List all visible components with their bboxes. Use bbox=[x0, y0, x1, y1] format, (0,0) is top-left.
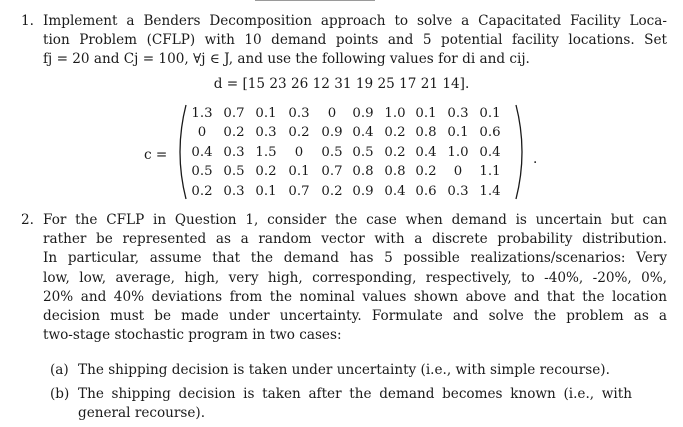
matrix-cell: 0.3 bbox=[255, 125, 277, 141]
matrix-cell: 0.7 bbox=[321, 164, 343, 180]
sub-question-a bbox=[52, 361, 632, 380]
matrix-cell: 0.6 bbox=[415, 183, 437, 199]
sub-question-a-text: The shipping decision is taken under uncertainty (i.e., with simple recourse). bbox=[78, 362, 610, 378]
matrix-cell: 0.7 bbox=[223, 106, 245, 121]
matrix-cell: 0.8 bbox=[415, 125, 437, 141]
matrix-cell: 0.5 bbox=[352, 144, 374, 160]
matrix-cell: 0.1 bbox=[255, 183, 277, 199]
question-2-line-5: 20% and 40% deviations from the nominal values shown above and that the location bbox=[43, 288, 667, 305]
matrix-cell: 0.2 bbox=[415, 164, 437, 180]
matrix-cells bbox=[188, 105, 506, 201]
matrix-cell: 0 bbox=[327, 106, 337, 121]
matrix-cell: 0.1 bbox=[479, 106, 501, 121]
matrix-cell: 0.5 bbox=[223, 164, 245, 180]
matrix-cell: 0.4 bbox=[191, 144, 213, 160]
matrix-cell: 0.7 bbox=[288, 183, 310, 199]
matrix-cell: 0.1 bbox=[415, 106, 437, 121]
matrix-cell: 0.5 bbox=[321, 144, 343, 160]
question-1-line-2: tion Problem (CFLP) with 10 demand points and 5 potential facility locations. Set bbox=[43, 32, 667, 49]
matrix-cell: 0.4 bbox=[384, 183, 406, 199]
sub-question-b bbox=[52, 385, 632, 423]
matrix-cell: 0.9 bbox=[321, 125, 343, 141]
demand-vector: d = [15 23 26 12 31 19 25 17 21 14]. bbox=[213, 76, 470, 92]
matrix-cell: 0.2 bbox=[255, 164, 277, 180]
matrix-cell: 0 bbox=[453, 164, 463, 180]
matrix-cell: 1.3 bbox=[191, 106, 213, 121]
question-2-line-6: decision must be made under uncertainty. Formulate and solve the problem as a bbox=[43, 308, 667, 325]
matrix-cell: 0.6 bbox=[479, 125, 501, 141]
matrix-cell: 1.0 bbox=[384, 106, 406, 121]
matrix-cell: 0.1 bbox=[288, 164, 310, 180]
matrix-cell: 0.8 bbox=[384, 164, 406, 180]
matrix-cell: 0.4 bbox=[352, 125, 374, 141]
matrix-cell: 0.2 bbox=[223, 125, 245, 141]
question-1-number: 1. bbox=[21, 13, 34, 29]
sub-question-a-label: (a) bbox=[50, 362, 69, 378]
question-1 bbox=[22, 12, 667, 70]
matrix-cell: 1.1 bbox=[479, 164, 501, 180]
question-2 bbox=[22, 211, 667, 345]
matrix-cell: 0.2 bbox=[384, 125, 406, 141]
matrix-cell: 0.3 bbox=[223, 144, 245, 160]
matrix-cell: 0.2 bbox=[321, 183, 343, 199]
matrix-cell: 0.3 bbox=[223, 183, 245, 199]
matrix-cell: 0.4 bbox=[415, 144, 437, 160]
cost-matrix-label: c = bbox=[144, 147, 168, 163]
matrix-cell: 0.8 bbox=[352, 164, 374, 180]
matrix-cell: 0.2 bbox=[191, 183, 213, 199]
matrix-cell: 0 bbox=[197, 125, 207, 141]
question-1-line-1: Implement a Benders Decomposition approach to solve a Capacitated Facility Loca- bbox=[43, 13, 667, 29]
matrix-cell: 1.0 bbox=[447, 144, 469, 160]
matrix-cell: 0.1 bbox=[447, 125, 469, 141]
question-2-line-7: two-stage stochastic program in two cases: bbox=[43, 327, 342, 344]
question-2-line-2: rather be represented as a random vector with a discrete probability distribution. bbox=[43, 231, 667, 248]
matrix-cell: 0.9 bbox=[352, 106, 374, 121]
question-2-line-1: For the CFLP in Question 1, consider the case when demand is uncertain but can bbox=[43, 212, 667, 228]
matrix-cell: 0 bbox=[294, 144, 304, 160]
matrix-cell: 0.2 bbox=[288, 125, 310, 141]
matrix-cell: 0.4 bbox=[479, 144, 501, 160]
matrix-period: . bbox=[533, 151, 538, 167]
top-rule bbox=[255, 0, 375, 1]
sub-question-b-line-1: The shipping decision is taken after the demand becomes known (i.e., with bbox=[78, 386, 632, 402]
matrix-cell: 0.5 bbox=[191, 164, 213, 180]
matrix-cell: 0.9 bbox=[352, 183, 374, 199]
matrix-cell: 0.3 bbox=[288, 106, 310, 121]
question-1-line-3: fj = 20 and Cj = 100, ∀j ∈ J, and use the following values for di and cij. bbox=[43, 51, 530, 68]
matrix-cell: 0.1 bbox=[255, 106, 277, 121]
matrix-cell: 0.3 bbox=[447, 106, 469, 121]
question-2-line-4: low, low, average, high, very high, corresponding, respectively, to -40%, -20%, 0%, bbox=[43, 269, 667, 286]
sub-question-b-label: (b) bbox=[50, 386, 70, 402]
matrix-cell: 1.4 bbox=[479, 183, 501, 199]
matrix-cell: 1.5 bbox=[255, 144, 277, 160]
cost-matrix bbox=[176, 103, 526, 201]
matrix-cell: 0.3 bbox=[447, 183, 469, 199]
matrix-cell: 0.2 bbox=[384, 144, 406, 160]
question-2-line-3: In particular, assume that the demand has 5 possible realizations/scenarios: Very bbox=[43, 250, 667, 267]
sub-question-b-line-2: general recourse). bbox=[78, 405, 206, 422]
question-2-number: 2. bbox=[21, 212, 34, 228]
